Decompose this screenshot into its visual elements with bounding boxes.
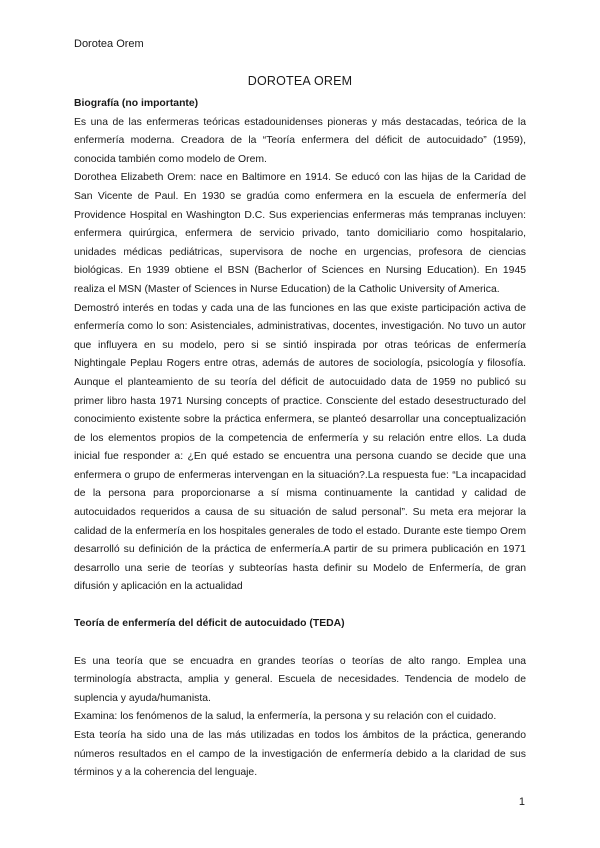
- biography-heading: Biografía (no importante): [74, 98, 199, 109]
- teda-paragraph-2: Examina: los fenómenos de la salud, la enfermería, la persona y su relación con el cuidado.: [74, 711, 497, 723]
- section-spacer: [74, 597, 526, 615]
- biography-paragraph-1: Es una de las enfermeras teóricas estadounidenses pioneras y más destacadas, teórica de la enfermería moderna. Creadora de la “Teoría enfermera del déficit de autocuidado” (1959), conocida también como modelo de Orem.: [74, 116, 526, 165]
- teda-heading: Teoría de enfermería del déficit de autocuidado (TEDA): [74, 618, 345, 630]
- biography-paragraph-2: Dorothea Elizabeth Orem: nace en Baltimore en 1914. Se educó con las hijas de la Caridad de San Vicente de Paul. En 1930 se gradúa como enfermera en la escuela de enfermería del Providence Hospital en Washington D.C. Sus experiencias enfermeras más tempranas incluyen: enfermera quirúrgica, enfermera de servicio privado, tanto domiciliario como hospitalario, unidades médicas pediátricas, supervisora de noche en urgencias, profesora de ciencias biológicas. En 1939 obtiene el BSN (Bacherlor of Sciences en Nursing Education). En 1945 realiza el MSN (Master of Sciences in Nurse Education) de la Catholic University of America.: [74, 172, 526, 295]
- page-number: 1: [518, 796, 525, 808]
- document-body: [74, 95, 526, 783]
- section-spacer: [74, 634, 526, 653]
- document-title: DOROTEA OREM: [247, 74, 353, 88]
- running-header: Dorotea Orem: [74, 38, 144, 50]
- teda-paragraph-3: Esta teoría ha sido una de las más utilizadas en todos los ámbitos de la práctica, generando números resultados en el campo de la investigación de enfermería debido a la claridad de sus términos y a la coherencia del lenguaje.: [74, 730, 526, 779]
- biography-paragraph-3: Demostró interés en todas y cada una de las funciones en las que existe participación activa de enfermería como lo son: Asistenciales, administrativas, docentes, investigación. No tuvo un autor que influyera en su modelo, pero si se sintió inspirada por otras teóricas de enfermería Nightingale Peplau Rogers entre otras, además de autores de sociología, psicología y filosofía. Aunque el planteamiento de su teoría del déficit de autocuidado data de 1959 no publicó su primer libro hasta 1971 Nursing concepts of practice. Consciente del estado desestructurado del conocimiento existente sobre la práctica enfermera, se planteó desarrollar una conceptualización de los elementos propios de la competencia de enfermería y su relación entre ellos. La duda inicial fue responder a: ¿En qué estado se encuentra una persona cuando se decide que una enfermera o grupo de enfermeras intervengan en la situación?.La respuesta fue: “La incapacidad de la persona para proporcionarse a sí misma continuamente la cantidad y calidad de autocuidados requeridos a causa de su situación de salud personal”. Su meta era mejorar la calidad de la enfermería en los hospitales generales de todo el estado. Durante este tiempo Orem desarrolló su definición de la práctica de enfermería.A partir de su primera publicación en 1971 desarrollo una serie de teorías y subteorías hasta definir su Modelo de Enfermería, de gran difusión y aplicación en la actualidad: [74, 302, 526, 593]
- teda-paragraph-1: Es una teoría que se encuadra en grandes teorías o teorías de alto rango. Emplea una terminología abstracta, amplia y general. Escuela de necesidades. Tendencia de modelo de suplencia y ayuda/humanista.: [74, 655, 526, 704]
